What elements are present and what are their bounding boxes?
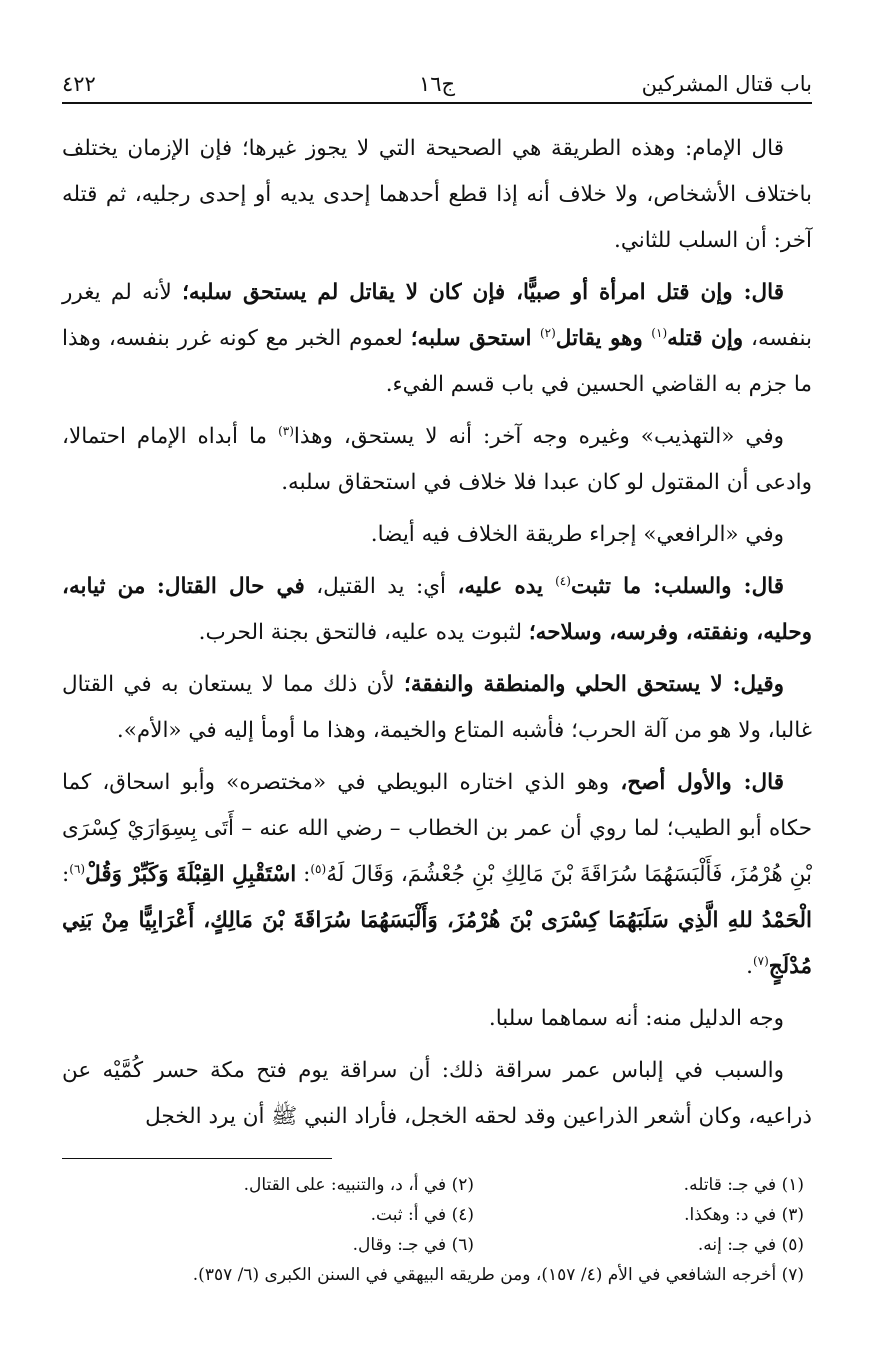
bold-text: قال: والأول أصح،	[620, 770, 784, 795]
text-run: لأن ذلك مما لا يستعان به في القتال غالبا، ولا هو من آلة الحرب؛ فأشبه المتاع والخيمة، وهذا ما أومأ إليه في «الأم».	[62, 672, 812, 743]
bold-text: وقيل: لا يستحق الحلي والمنطقة والنفقة؛	[404, 672, 784, 697]
bold-text: قال:	[731, 574, 785, 599]
bold-text: يده عليه،	[457, 574, 556, 599]
bold-text: والسلب: ما تثبت	[570, 574, 732, 599]
volume-number: ج١٦	[418, 72, 456, 96]
paragraph	[62, 564, 812, 656]
text-run: .	[746, 954, 753, 979]
text-run: قال الإمام: وهذه الطريقة هي الصحيحة التي لا يجوز غيرها؛ فإن الإزمان يختلف باختلاف الأشخاص، ولا خلاف أنه إذا قطع أحدهما إحدى يديه أو إحدى رجليه، ثم قتله آخر: أن السلب للثاني.	[62, 136, 812, 253]
footnote-marker: (٣)	[278, 424, 294, 438]
chapter-title: باب قتال المشركين	[641, 72, 812, 96]
bold-text: في حال القتال:	[156, 574, 305, 599]
bold-text: وإن قتل امرأة أو صبيًّا، فإن كان لا يقاتل لم يستحق سلبه؛	[182, 280, 733, 305]
bold-text: وهو يقاتل	[555, 326, 652, 351]
main-text	[62, 126, 812, 1140]
text-run: وفي «الرافعي» إجراء طريقة الخلاف فيه أيضا.	[370, 522, 784, 547]
footnote-marker: (٢)	[539, 326, 556, 340]
paragraph	[62, 126, 812, 264]
paragraph	[62, 662, 812, 754]
page-number: ٤٢٢	[62, 72, 96, 96]
text-run: والسبب في إلباس عمر سراقة ذلك: أن سراقة يوم فتح مكة حسر كُمَّيْه عن ذراعيه، وكان أشعر الذراعين وقد لحقه الخجل، فأراد النبي ﷺ أن يرد الخجل	[62, 1058, 812, 1129]
bold-text: قال:	[732, 280, 784, 305]
footnote-3: (٣) في د: وهكذا.	[684, 1205, 804, 1225]
text-run: :	[62, 862, 70, 887]
bold-text: وإن قتله	[667, 326, 744, 351]
text-run	[145, 574, 156, 599]
text-run: وهو الذي اختاره البويطي في «مختصره» وأبو اسحاق، كما حكاه أبو الطيب؛ لما روي أن عمر بن الخطاب – رضي الله عنه – أَتَى بِسِوَارَيْ كِسْرَى بْنِ هُرْمُزَ، فَأَلْبَسَهُمَا سُرَاقَةَ بْنَ مَالِكِ بْنِ جُعْشُمَ، وَقَالَ لَهُ	[62, 770, 812, 887]
footnote-6: (٦) في جـ: وقال.	[352, 1235, 474, 1255]
text-run: لأنه لم يغرر بنفسه،	[62, 280, 813, 351]
bold-text: الْحَمْدُ للهِ الَّذِي سَلَبَهُمَا كِسْرَى بْنَ هُرْمُزَ، وَأَلْبَسَهُمَا سُرَاقَةَ بْنَ مَالِكٍ، أَعْرَابِيًّا مِنْ بَنِي مُدْلَجٍ	[62, 908, 812, 979]
bold-text: استحق سلبه؛	[410, 326, 540, 351]
footnote-7: (٧) أخرجه الشافعي في الأم (٤/ ١٥٧)، ومن طريقه البيهقي في السنن الكبرى (٦/ ٣٥٧).	[192, 1265, 804, 1285]
paragraph	[62, 512, 812, 558]
footnote-marker: (٧)	[752, 954, 769, 968]
text-run: أي: يد القتيل،	[304, 574, 458, 599]
footnote-marker: (٤)	[555, 574, 571, 588]
book-page	[62, 66, 812, 1146]
paragraph	[62, 1048, 812, 1140]
paragraph	[62, 760, 812, 990]
running-header	[62, 66, 812, 104]
footnote-marker: (١)	[651, 326, 668, 340]
text-run: لثبوت يده عليه، فالتحق بجنة الحرب.	[198, 620, 529, 645]
paragraph	[62, 414, 812, 506]
text-run: :	[296, 862, 311, 887]
footnote-1: (١) في جـ: قاتله.	[683, 1175, 804, 1195]
text-run: وجه الدليل منه: أنه سماهما سلبا.	[488, 1006, 784, 1031]
footnote-4: (٤) في أ: ثبت.	[370, 1205, 474, 1225]
footnote-marker: (٦)	[69, 862, 86, 876]
paragraph	[62, 270, 812, 408]
paragraph	[62, 996, 812, 1042]
footnotes	[62, 1170, 804, 1290]
bold-text: اسْتَقْبِلِ القِبْلَةَ وَكَبِّرْ وَقُلْ	[85, 862, 297, 887]
text-run: ما أبداه الإمام احتمالا، وادعى أن المقتول لو كان عبدا فلا خلاف في استحقاق سلبه.	[62, 424, 812, 495]
text-run: لعموم الخبر مع كونه غرر بنفسه، وهذا ما جزم به القاضي الحسين في باب قسم الفيء.	[62, 326, 812, 397]
text-run: وفي «التهذيب» وغيره وجه آخر: أنه لا يستحق، وهذا	[293, 424, 784, 449]
bold-text: من ثيابه، وحليه، ونفقته، وفرسه، وسلاحه؛	[62, 574, 812, 645]
footnote-separator	[62, 1158, 332, 1159]
footnote-5: (٥) في جـ: إنه.	[697, 1235, 804, 1255]
footnote-2: (٢) في أ، د، والتنبيه: على القتال.	[243, 1175, 474, 1195]
footnote-marker: (٥)	[310, 862, 327, 876]
